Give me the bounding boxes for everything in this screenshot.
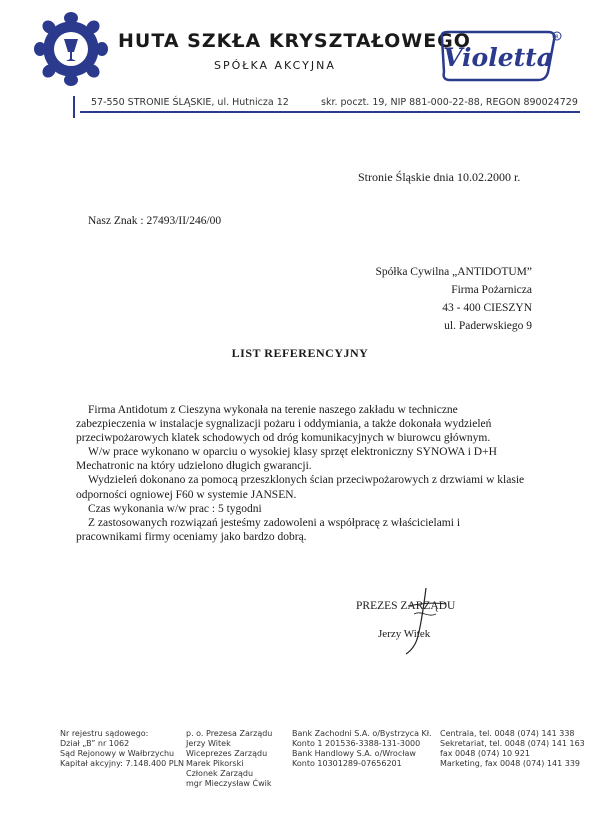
footer-line: Marek Pikorski: [186, 759, 244, 768]
reference-number: Nasz Znak : 27493/II/246/00: [88, 215, 222, 227]
footer-line: Konto 10301289-07656201: [292, 759, 402, 768]
body-paragraph: Wydzieleń dokonano za pomocą przeszklonych ścian przeciwpożarowych z drzwiami w klasie odporności ogniowej F60 w systemie JANSEN.: [76, 474, 525, 501]
company-address: 57-550 STRONIE ŚLĄSKIE, ul. Hutnicza 12: [91, 97, 289, 108]
footer-line: Sąd Rejonowy w Wałbrzychu: [60, 749, 175, 758]
document-title: LIST REFERENCYJNY: [231, 346, 369, 360]
footer-contact: [440, 729, 585, 769]
body-paragraph: Firma Antidotum z Cieszyna wykonała na terenie naszego zakładu w techniczne zabezpieczenia w instalacje sygnalizacji pożaru i oddymiania, a także dokonała wydzieleń przeciwpożarowych klatek schodowych od dróg komunikacyjnych w biurowcu głównym.: [76, 404, 492, 445]
footer-line: Konto 1 201536-3388-131-3000: [292, 739, 421, 748]
header-rule: [80, 111, 580, 113]
footer-line: Jerzy Witek: [186, 739, 231, 748]
recipient-line: Spółka Cywilna „ANTIDOTUM”: [375, 266, 532, 278]
body-paragraph: W/w prace wykonano w oparciu o wysokiej klasy sprzęt elektroniczny SYNOWA i D+H Mechatronic na który udzielono długich gwarancji.: [76, 446, 497, 473]
signatory-name: Jerzy Witek: [378, 628, 431, 640]
footer-management: [186, 729, 272, 789]
footer-line: Marketing, fax 0048 (074) 141 339: [440, 759, 580, 768]
company-registration: skr. poczt. 19, NIP 881-000-22-88, REGON 890024729: [321, 97, 578, 108]
company-type: SPÓŁKA AKCYJNA: [214, 59, 336, 72]
recipient-line: ul. Paderwskiego 9: [444, 320, 532, 332]
recipient-line: 43 - 400 CIESZYN: [442, 302, 532, 314]
footer-line: Bank Zachodni S.A. o/Bystrzyca Kł.: [292, 729, 432, 738]
header-rule-vertical: [73, 96, 75, 118]
footer-line: Dział „B” nr 1062: [60, 739, 130, 748]
footer-registry: [60, 729, 184, 769]
place-date: Stronie Śląskie dnia 10.02.2000 r.: [358, 170, 521, 184]
recipient-address: [300, 263, 532, 335]
footer-line: p. o. Prezesa Zarządu: [186, 729, 273, 738]
signature-title: PREZES ZARZĄDU: [356, 600, 456, 612]
footer-line: mgr Mieczysław Ćwik: [186, 779, 272, 788]
footer-line: Bank Handlowy S.A. o/Wrocław: [292, 749, 416, 758]
body-paragraph: Z zastosowanych rozwiązań jesteśmy zadowoleni a współpracę z właścicielami i pracownikami firmy oceniamy jako bardzo dobrą.: [76, 516, 461, 543]
footer-line: Centrala, tel. 0048 (074) 141 338: [440, 729, 575, 738]
brand-logo: [436, 28, 564, 84]
footer-line: Sekretariat, tel. 0048 (074) 141 163: [440, 739, 585, 748]
svg-text:R: R: [555, 34, 559, 41]
footer-line: fax 0048 (074) 10 921: [440, 749, 530, 758]
footer-line: Nr rejestru sądowego:: [60, 729, 149, 738]
recipient-line: Firma Pożarnicza: [451, 284, 532, 296]
handwritten-signature: [388, 584, 458, 656]
footer-line: Wiceprezes Zarządu: [186, 749, 268, 758]
footer-line: Kapitał akcyjny: 7.148.400 PLN: [60, 759, 185, 768]
company-seal-icon: [34, 12, 108, 86]
company-name: HUTA SZKŁA KRYSZTAŁOWEGO: [118, 30, 471, 52]
footer-bank: [292, 729, 432, 769]
body-paragraph: Czas wykonania w/w prac : 5 tygodni: [88, 502, 262, 515]
brand-logo-text: Violetta: [443, 43, 553, 72]
footer-line: Członek Zarządu: [186, 769, 254, 778]
letter-body: [76, 403, 528, 544]
